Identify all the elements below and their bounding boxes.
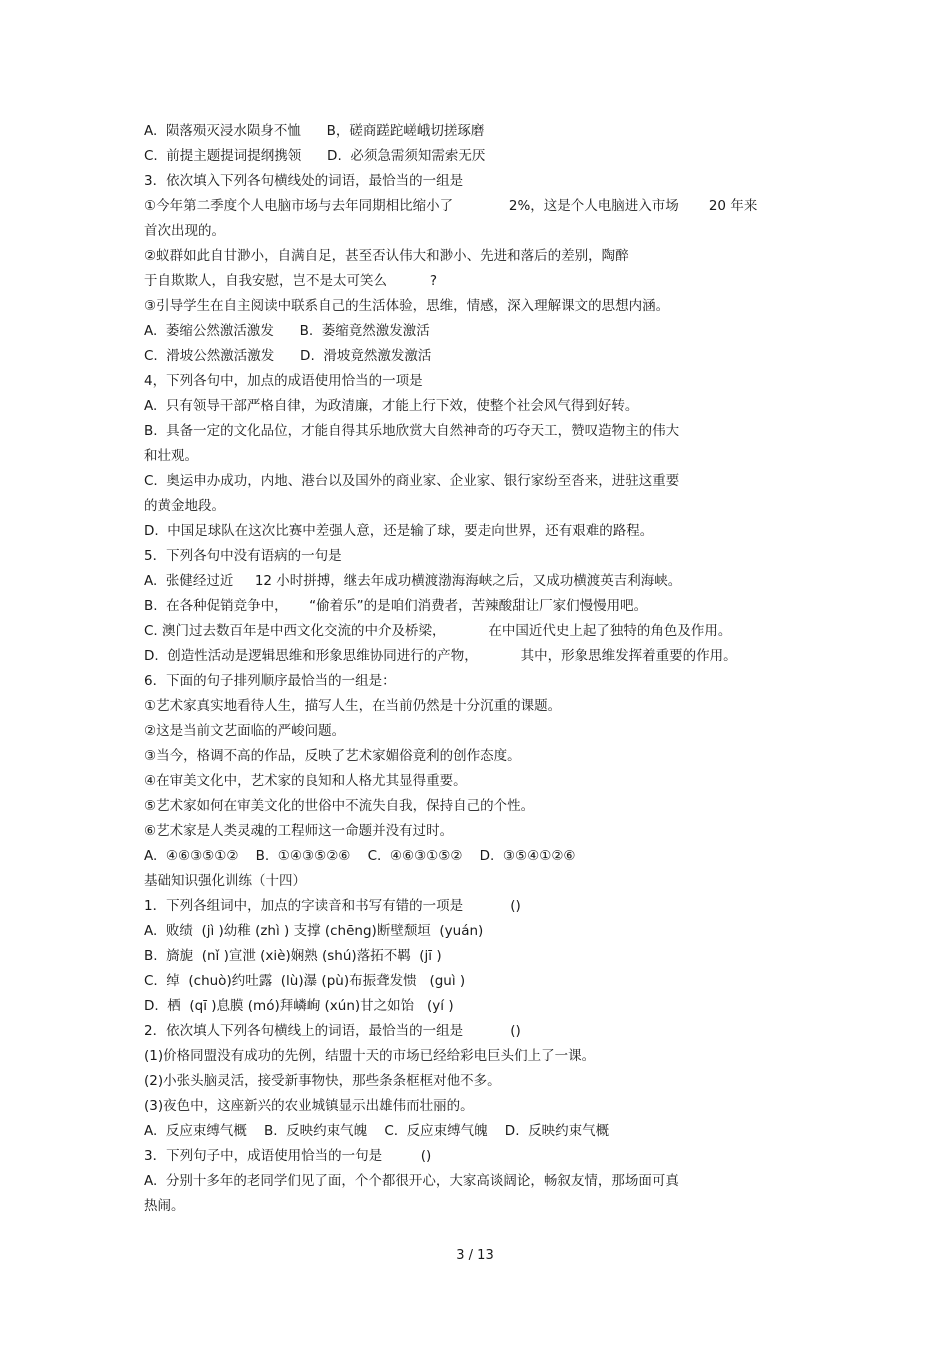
text-line: C. 前提主题提词提纲携领 D. 必须急需须知需索无厌 (144, 148, 486, 164)
page-content (144, 119, 820, 1219)
text-line: (3)夜色中，这座新兴的农业城镇显示出雄伟而壮丽的。 (144, 1098, 474, 1114)
text-line: C. 滑坡公然激活激发 D. 滑坡竟然激发激活 (144, 348, 432, 364)
text-line: D. 中国足球队在这次比赛中差强人意，还是输了球，要走向世界，还有艰难的路程。 (144, 523, 654, 539)
text-line: A. 分别十多年的老同学们见了面，个个都很开心，大家高谈阔论，畅叙友情，那场面可真 (144, 1173, 679, 1189)
text-line: 于自欺欺人，自我安慰，岂不是太可笑么 ? (144, 273, 438, 289)
text-line: D. 创造性活动是逻辑思维和形象思维协同进行的产物， 其中，形象思维发挥着重要的作用。 (144, 648, 737, 664)
text-line: A. 只有领导干部严格自律，为政清廉，才能上行下效，使整个社会风气得到好转。 (144, 398, 639, 414)
text-line: 基础知识强化训练（十四） (144, 873, 306, 889)
text-line: ①艺术家真实地看待人生，描写人生，在当前仍然是十分沉重的课题。 (144, 698, 562, 714)
text-line: ③引导学生在自主阅读中联系自己的生活体验，思维，情感，深入理解课文的思想内涵。 (144, 298, 670, 314)
text-line: 热闹。 (144, 1198, 185, 1214)
text-line: (1)价格同盟没有成功的先例，结盟十天的市场已经给彩电巨头们上了一课。 (144, 1048, 596, 1064)
text-line: ④在审美文化中，艺术家的良知和人格尤其显得重要。 (144, 773, 467, 789)
text-line: 4，下列各句中，加点的成语使用恰当的一项是 (144, 373, 423, 389)
text-line: 和壮观。 (144, 448, 198, 464)
page-number: 3 / 13 (456, 1248, 494, 1263)
text-line: ②这是当前文艺面临的严峻问题。 (144, 723, 346, 739)
text-line: B. 具备一定的文化品位，才能自得其乐地欣赏大自然神奇的巧夺天工，赞叹造物主的伟大 (144, 423, 680, 439)
text-line: C. 奥运申办成功，内地、港台以及国外的商业家、企业家、银行家纷至沓来，进驻这重要 (144, 473, 680, 489)
text-line: ③当今，格调不高的作品，反映了艺术家媚俗竟利的创作态度。 (144, 748, 521, 764)
text-line: A. 败绩 (jì )幼稚 (zhì ) 支撑 (chēng)断壁颓垣 (yuán) (144, 923, 484, 939)
text-line: B. 旖旎 (nǐ )宣泄 (xiè)娴熟 (shú)落拓不羁 (jī ) (144, 948, 442, 964)
text-line: 首次出现的。 (144, 223, 225, 239)
text-line: 3．依次填入下列各句横线处的词语，最恰当的一组是 (144, 173, 464, 189)
text-line: 2．依次填人下列各句横线上的词语，最恰当的一组是 () (144, 1023, 521, 1039)
text-line: A. ④⑥③⑤①② B. ①④③⑤②⑥ C. ④⑥③①⑤② D. ③⑤④①②⑥ (144, 848, 576, 864)
text-line: ②蚁群如此自甘渺小，自满自足，甚至否认伟大和渺小、先进和落后的差别，陶醉 (144, 248, 629, 264)
text-line: 3．下列句子中，成语使用恰当的一句是 () (144, 1148, 432, 1164)
text-line: C. 绰 (chuò)约吐露 (lù)瀑 (pù)布振聋发愦 (guì ) (144, 973, 466, 989)
text-line: A. 陨落殒灭浸水陨身不恤 B，磋商蹉跎嵯峨切搓琢磨 (144, 123, 485, 139)
text-line: C. 澳门过去数百年是中西文化交流的中介及桥梁， 在中国近代史上起了独特的角色及作用。 (144, 623, 732, 639)
text-line: A. 反应束缚气概 B. 反映约束气魄 C. 反应束缚气魄 D. 反映约束气概 (144, 1123, 610, 1139)
text-line: 6．下面的句子排列顺序最恰当的一组是： (144, 673, 396, 689)
text-line: B. 在各种促销竞争中， “偷着乐”的是咱们消费者，苦辣酸甜让厂家们慢慢用吧。 (144, 598, 648, 614)
text-line: 1．下列各组词中，加点的字读音和书写有错的一项是 () (144, 898, 521, 914)
text-line: (2)小张头脑灵活，接受新事物快，那些条条框框对他不多。 (144, 1073, 501, 1089)
text-line: 的黄金地段。 (144, 498, 225, 514)
text-line: 5．下列各句中没有语病的一句是 (144, 548, 342, 564)
text-line: D. 栖 (qī )息膜 (mó)拜嶙峋 (xún)甘之如饴 (yí ) (144, 998, 454, 1014)
text-line: A. 张健经过近 12 小时拼搏，继去年成功横渡渤海海峡之后，又成功横渡英吉利海峡。 (144, 573, 682, 589)
text-line: ①今年第二季度个人电脑市场与去年同期相比缩小了 2%，这是个人电脑进入市场 20 年来 (144, 198, 758, 214)
text-line: A. 萎缩公然激活激发 B. 萎缩竟然激发激活 (144, 323, 430, 339)
text-line: ⑤艺术家如何在审美文化的世俗中不流失自我，保持自己的个性。 (144, 798, 535, 814)
text-line: ⑥艺术家是人类灵魂的工程师这一命题并没有过时。 (144, 823, 454, 839)
